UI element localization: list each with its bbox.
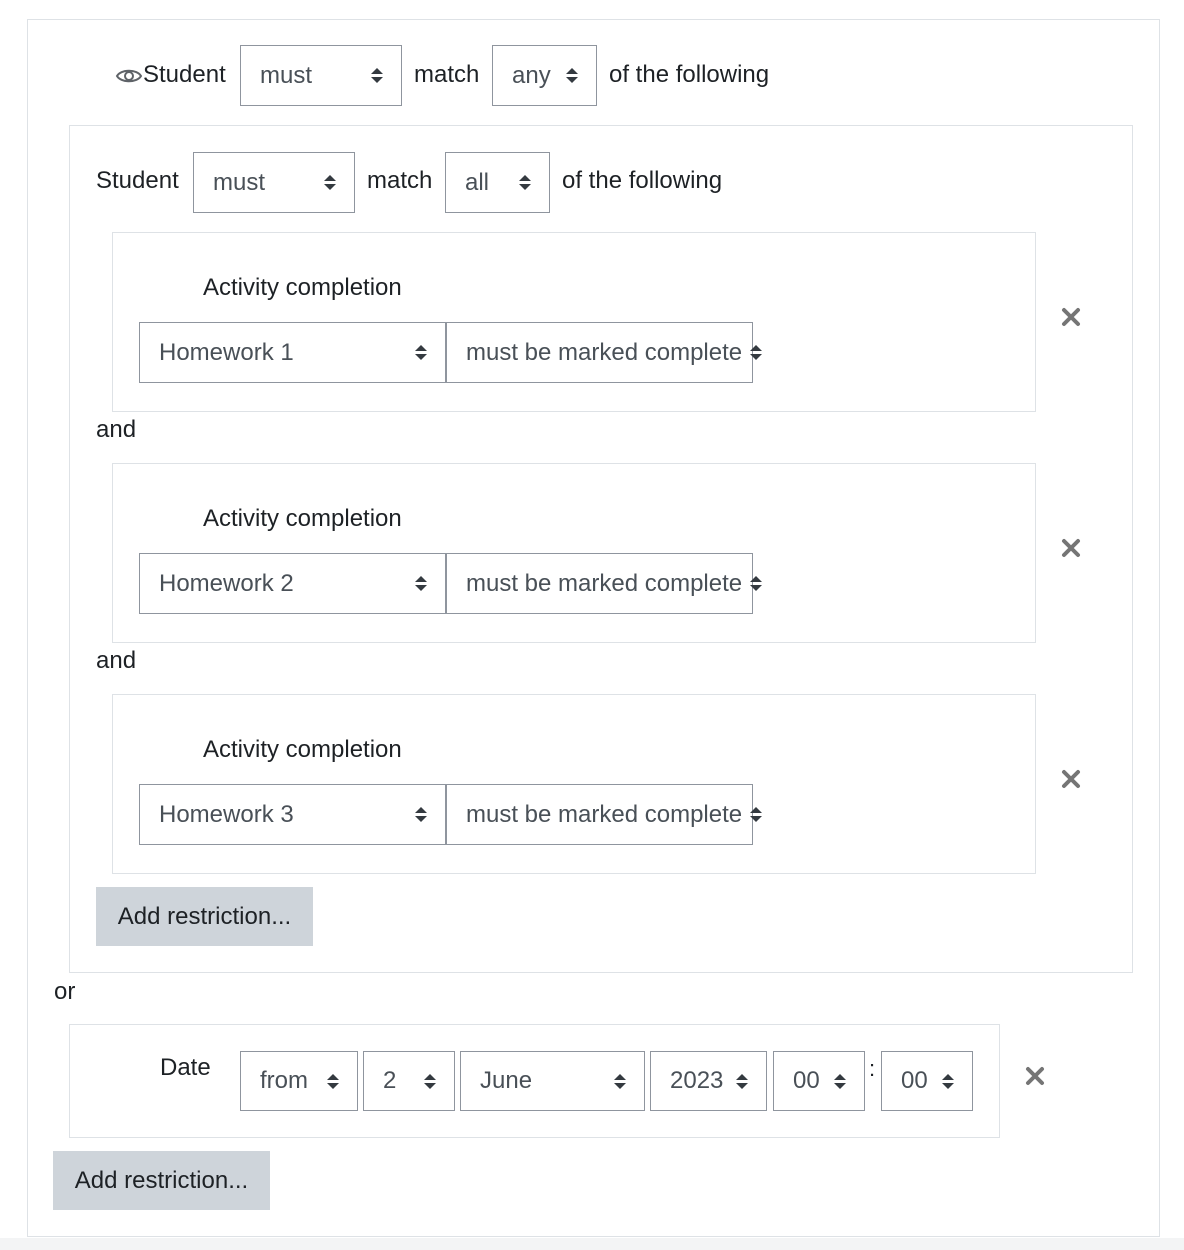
sort-arrows-icon xyxy=(424,1074,436,1089)
root-any-select[interactable] xyxy=(492,45,597,106)
root-must-select[interactable] xyxy=(240,45,402,106)
group-must-select[interactable] xyxy=(193,152,355,213)
activity-value: Homework 1 xyxy=(159,338,294,366)
sort-arrows-icon xyxy=(519,175,531,190)
group-student-label: Student xyxy=(96,167,179,194)
add-restriction-button[interactable]: Add restriction... xyxy=(53,1151,270,1210)
root-following-label: of the following xyxy=(609,61,770,88)
date-month-select[interactable] xyxy=(460,1051,645,1111)
close-icon[interactable] xyxy=(1059,536,1083,560)
close-icon[interactable] xyxy=(1023,1064,1047,1088)
date-day-select[interactable] xyxy=(363,1051,455,1111)
sort-arrows-icon xyxy=(942,1074,954,1089)
time-separator: : xyxy=(869,1056,876,1081)
date-minute-value: 00 xyxy=(901,1067,928,1094)
sort-arrows-icon xyxy=(566,68,578,83)
group-must-value: must xyxy=(213,168,266,196)
completion-state-value: must be marked complete xyxy=(466,338,743,366)
date-title: Date xyxy=(160,1054,211,1081)
and-connector: and xyxy=(96,416,137,443)
completion-state-value: must be marked complete xyxy=(466,800,743,828)
completion-state-select[interactable] xyxy=(446,784,753,845)
sort-arrows-icon xyxy=(415,345,427,360)
activity-select[interactable] xyxy=(139,784,446,845)
add-restriction-button[interactable]: Add restriction... xyxy=(96,887,313,946)
or-connector: or xyxy=(54,978,76,1005)
group-following-label: of the following xyxy=(562,167,723,194)
close-icon[interactable] xyxy=(1059,767,1083,791)
date-hour-value: 00 xyxy=(793,1067,820,1094)
completion-state-select[interactable] xyxy=(446,553,753,614)
root-must-value: must xyxy=(260,61,313,89)
sort-arrows-icon xyxy=(834,1074,846,1089)
group-all-value: all xyxy=(465,168,490,196)
root-match-label: match xyxy=(414,61,480,88)
condition-title: Activity completion xyxy=(203,274,402,301)
sort-arrows-icon xyxy=(324,175,336,190)
group-all-select[interactable] xyxy=(445,152,550,213)
group-match-label: match xyxy=(367,167,433,194)
and-connector: and xyxy=(96,647,137,674)
root-student-label: Student xyxy=(143,61,226,88)
date-direction-value: from xyxy=(260,1067,308,1094)
panel-bottom-edge xyxy=(0,1238,1184,1250)
sort-arrows-icon xyxy=(371,68,383,83)
date-hour-select[interactable] xyxy=(773,1051,865,1111)
sort-arrows-icon xyxy=(614,1074,626,1089)
sort-arrows-icon xyxy=(750,807,762,822)
date-year-value: 2023 xyxy=(670,1067,724,1094)
activity-select[interactable] xyxy=(139,553,446,614)
sort-arrows-icon xyxy=(415,576,427,591)
date-year-select[interactable] xyxy=(650,1051,767,1111)
root-any-value: any xyxy=(512,61,551,89)
condition-title: Activity completion xyxy=(203,505,402,532)
eye-icon[interactable] xyxy=(116,67,142,90)
sort-arrows-icon xyxy=(415,807,427,822)
sort-arrows-icon xyxy=(736,1074,748,1089)
condition-title: Activity completion xyxy=(203,736,402,763)
date-direction-select[interactable] xyxy=(240,1051,358,1111)
activity-value: Homework 2 xyxy=(159,569,294,597)
date-month-value: June xyxy=(480,1067,533,1094)
date-minute-select[interactable] xyxy=(881,1051,973,1111)
date-day-value: 2 xyxy=(383,1067,397,1094)
activity-value: Homework 3 xyxy=(159,800,294,828)
sort-arrows-icon xyxy=(750,576,762,591)
sort-arrows-icon xyxy=(750,345,762,360)
close-icon[interactable] xyxy=(1059,305,1083,329)
sort-arrows-icon xyxy=(327,1074,339,1089)
completion-state-select[interactable] xyxy=(446,322,753,383)
activity-select[interactable] xyxy=(139,322,446,383)
completion-state-value: must be marked complete xyxy=(466,569,743,597)
